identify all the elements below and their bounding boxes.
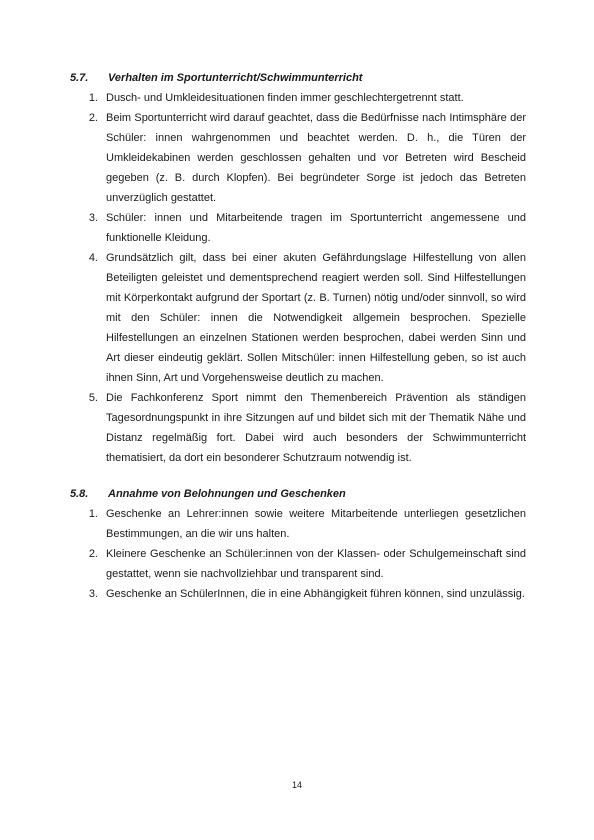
list-item-number: 5. [88, 392, 98, 404]
list-item-text: Beim Sportunterricht wird darauf geachtet, dass die Bedürfnisse nach Intimsphäre der Schüler: innen wahrgenommen und beachtet werden. D. h., die Türen der Umkleidekabinen werden geschlossen gehalten und vor Betreten wird Bescheid gegeben (z. B. durch Klopfen). Bei begründeter Sorge ist jedoch das Betreten unverzüglich gestattet. [106, 112, 526, 204]
list-item [70, 544, 526, 584]
list-item-number: 3. [88, 212, 98, 224]
list-item [70, 208, 526, 248]
section-number: 5.8. [70, 488, 89, 500]
list-item [70, 504, 526, 544]
list-item [70, 88, 526, 108]
list-item-number: 1. [88, 508, 98, 520]
list-item-number: 1. [88, 92, 98, 104]
section-heading [70, 484, 526, 504]
list-item [70, 584, 526, 604]
section-heading [70, 68, 526, 88]
list-item-text: Kleinere Geschenke an Schüler:innen von der Klassen- oder Schulgemeinschaft sind gestattet, wenn sie nachvollziehbar und transparent sind. [106, 548, 526, 580]
section-5-8 [70, 484, 526, 604]
page-content [70, 68, 526, 604]
section-title: Annahme von Belohnungen und Geschenken [108, 488, 346, 500]
list-item-text: Grundsätzlich gilt, dass bei einer akuten Gefährdungslage Hilfestellung von allen Beteiligten geleistet und dementsprechend reagiert werden soll. Sind Hilfestellungen mit Körperkontakt aufgrund der Sportart (z. B. Turnen) nötig und/oder sinnvoll, so wird mit den Schüler: innen die Notwendigkeit allgemein besprochen. Spezielle Hilfestellungen an einzelnen Stationen werden besprochen, dabei werden Sinn und Art dieser eindeutig geklärt. Sollen Mitschüler: innen Hilfestellung geben, so ist auch ihnen Sinn, Art und Vorgehensweise deutlich zu machen. [106, 252, 526, 384]
list-item-text: Schüler: innen und Mitarbeitende tragen im Sportunterricht angemessene und funktionelle Kleidung. [106, 212, 526, 244]
list-item-number: 2. [88, 548, 98, 560]
list-item [70, 248, 526, 388]
section-title: Verhalten im Sportunterricht/Schwimmunterricht [108, 72, 363, 84]
section-5-7 [70, 68, 526, 468]
list-item-text: Geschenke an SchülerInnen, die in eine Abhängigkeit führen können, sind unzulässig. [106, 588, 525, 600]
list-item-text: Geschenke an Lehrer:innen sowie weitere Mitarbeitende unterliegen gesetzlichen Bestimmungen, an die wir uns halten. [106, 508, 526, 540]
list-item [70, 388, 526, 468]
list-item [70, 108, 526, 208]
list-item-text: Die Fachkonferenz Sport nimmt den Themenbereich Prävention als ständigen Tagesordnungspunkt in ihre Sitzungen auf und bildet sich mit der Thematik Nähe und Distanz regelmäßig fort. Dabei wird auch besonders der Schwimmunterricht thematisiert, da dort ein besonderer Schutzraum notwendig ist. [106, 392, 526, 464]
numbered-list [70, 504, 526, 604]
list-item-number: 3. [88, 588, 98, 600]
list-item-number: 2. [88, 112, 98, 124]
page-number: 14 [291, 780, 302, 790]
list-item-text: Dusch- und Umkleidesituationen finden immer geschlechtergetrennt statt. [106, 92, 464, 104]
section-number: 5.7. [70, 72, 89, 84]
numbered-list [70, 88, 526, 468]
list-item-number: 4. [88, 252, 98, 264]
